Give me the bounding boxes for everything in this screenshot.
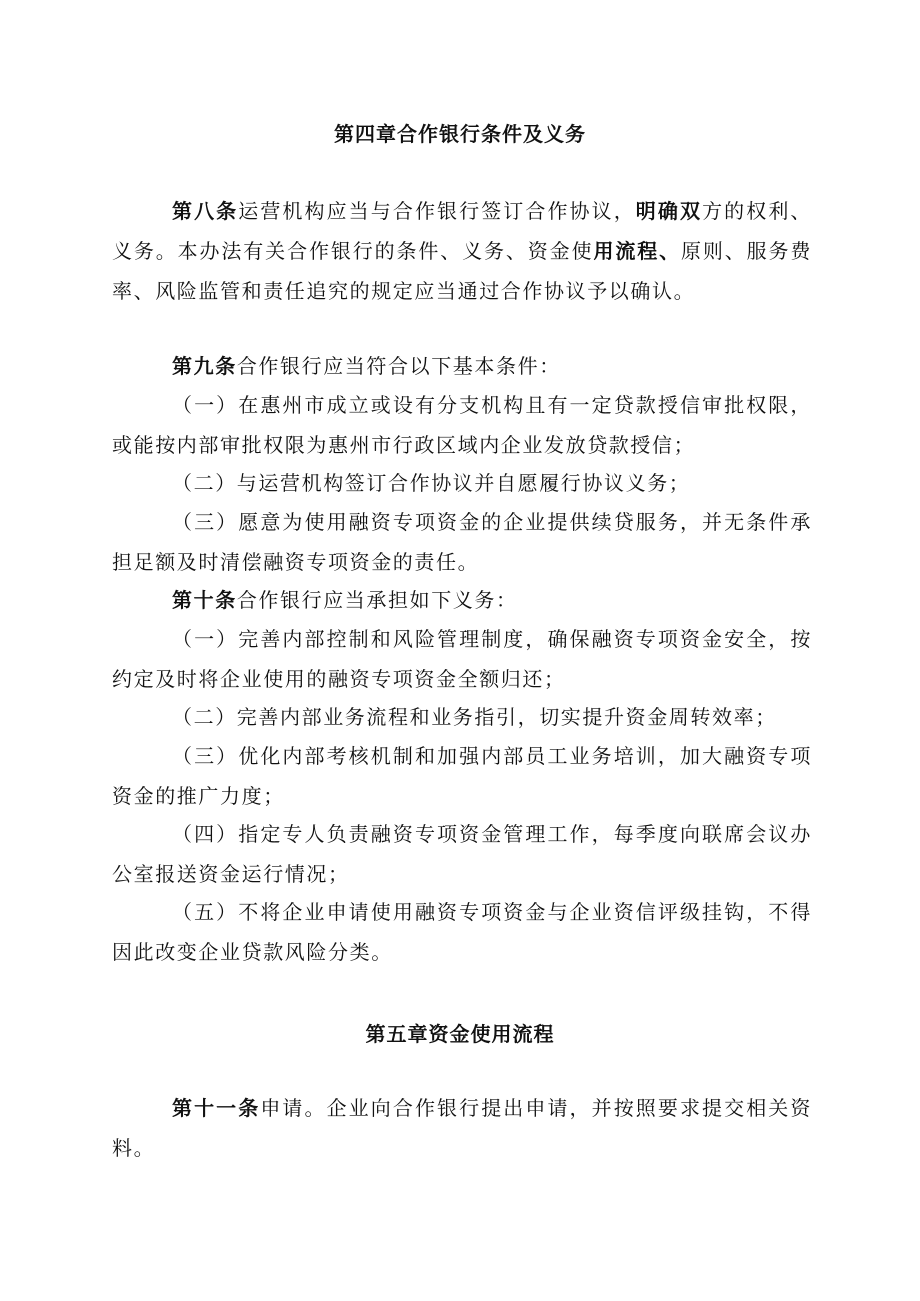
article-9-text: 合作银行应当符合以下基本条件： xyxy=(236,354,561,378)
article-10-item-1: （一）完善内部控制和风险管理制度，确保融资专项资金安全，按约定及时将企业使用的融资专项资金全额归还； xyxy=(112,627,812,691)
article-10-item-5: （五）不将企业申请使用融资专项资金与企业资信评级挂钩，不得因此改变企业贷款风险分类。 xyxy=(112,900,812,964)
article-10-item-3: （三）优化内部考核机制和加强内部员工业务培训，加大融资专项资金的推广力度； xyxy=(112,744,812,808)
article-8-bold-2: 用流程、 xyxy=(593,239,681,263)
article-9-item-1: （一）在惠州市成立或设有分支机构且有一定贷款授信审批权限，或能按内部审批权限为惠州市行政区域内企业发放贷款授信； xyxy=(112,393,812,457)
article-8-text-2: 方的权利、义务。本办法有关合作银行的条件、义务、资金使 xyxy=(112,199,812,263)
article-8-text-3: 原则、服务费率、风险监管和责任追究的规定应当通过合作协议予以确认。 xyxy=(112,239,813,303)
article-8-text-1: 运营机构应当与合作银行签订合作协议， xyxy=(238,199,636,223)
article-10-item-4: （四）指定专人负责融资专项资金管理工作，每季度向联席会议办公室报送资金运行情况； xyxy=(112,822,812,886)
article-9-label: 第九条 xyxy=(172,354,237,378)
article-11 xyxy=(112,1088,812,1168)
article-8-label: 第八条 xyxy=(172,199,239,223)
article-10 xyxy=(112,580,812,620)
article-9-item-3: （三）愿意为使用融资专项资金的企业提供续贷服务，并无条件承担足额及时清偿融资专项资金的责任。 xyxy=(112,510,812,574)
chapter-4-title: 第四章合作银行条件及义务 xyxy=(334,122,586,146)
article-9-item-2: （二）与运营机构签订合作协议并自愿履行协议义务； xyxy=(172,471,691,495)
article-10-item-2: （二）完善内部业务流程和业务指引，切实提升资金周转效率； xyxy=(172,705,777,729)
article-8 xyxy=(112,191,812,311)
article-10-text: 合作银行应当承担如下义务： xyxy=(236,588,518,612)
article-8-bold-1: 明确双 xyxy=(635,199,703,223)
article-9 xyxy=(112,346,812,386)
article-11-text: 申请。企业向合作银行提出申请，并按照要求提交相关资料。 xyxy=(112,1096,812,1160)
article-11-label: 第十一条 xyxy=(172,1096,261,1120)
article-10-label: 第十条 xyxy=(172,588,237,612)
chapter-5-title: 第五章资金使用流程 xyxy=(365,1022,555,1046)
